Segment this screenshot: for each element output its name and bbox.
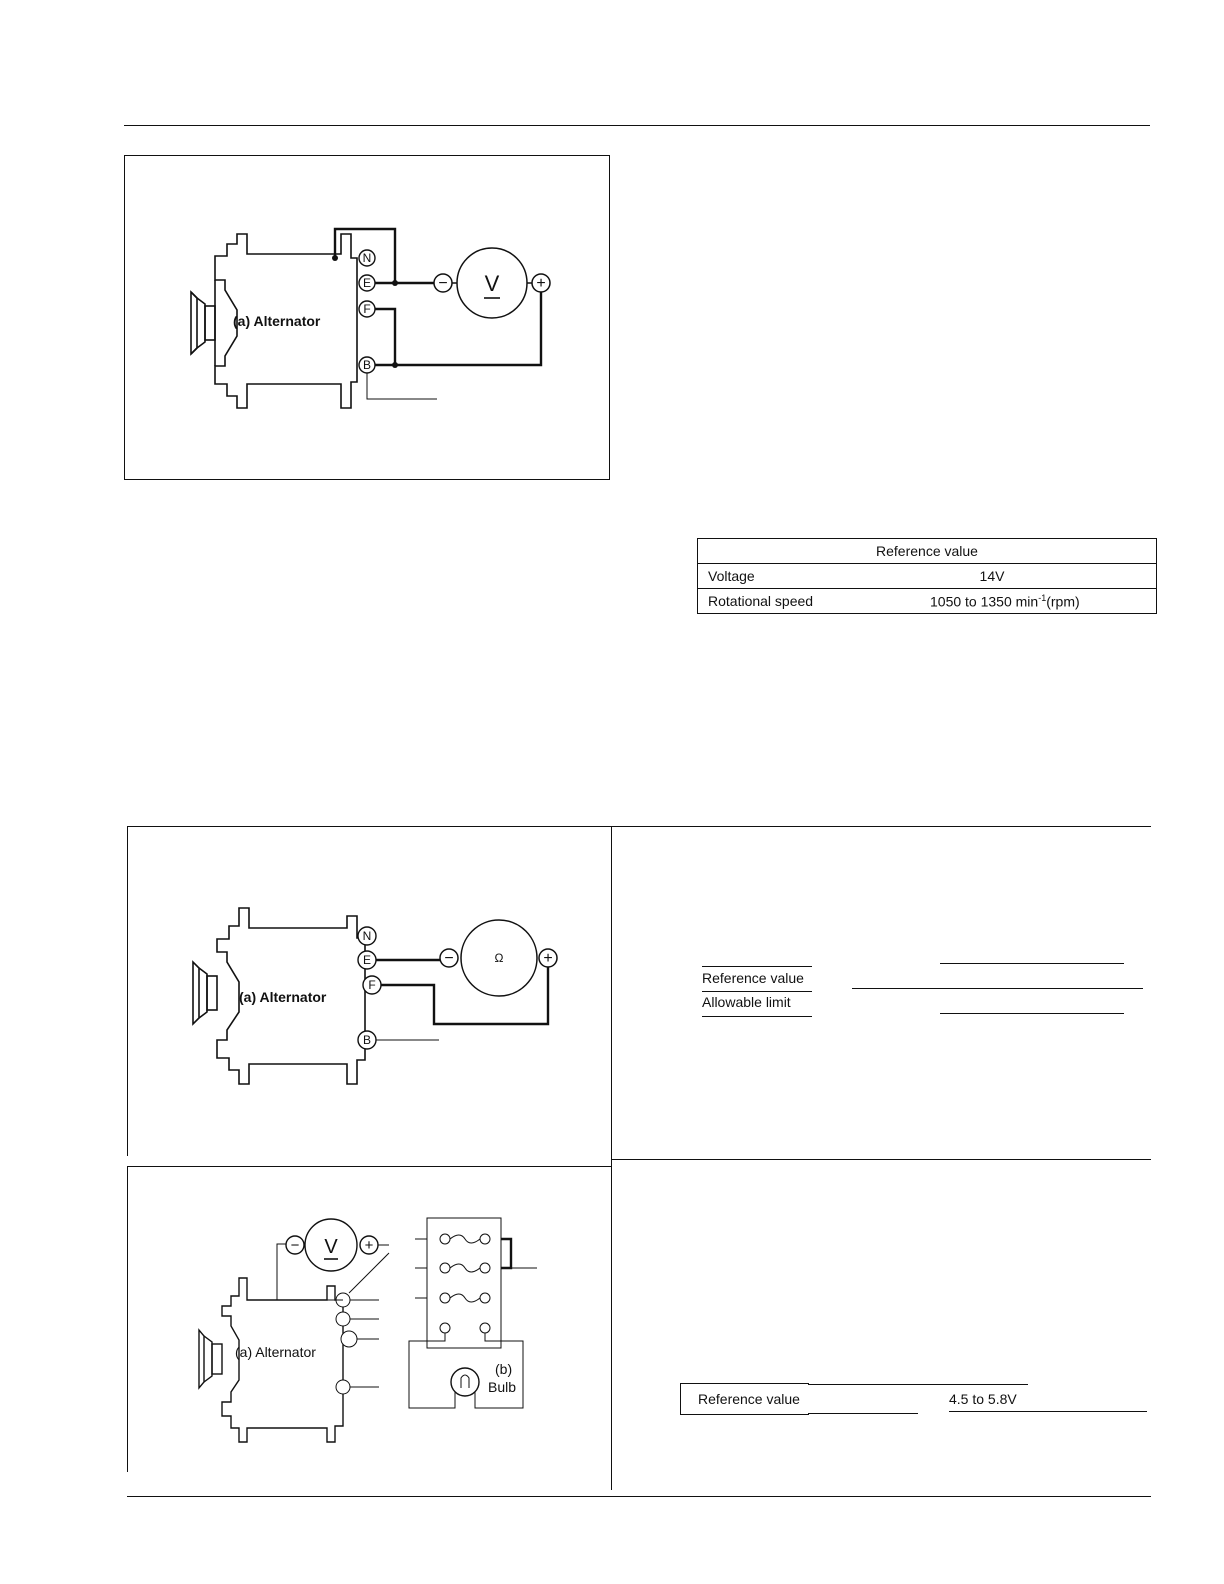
alternator-label: (a) Alternator bbox=[239, 989, 327, 1005]
top-rule bbox=[124, 125, 1150, 126]
section-rule-2 bbox=[612, 1159, 1151, 1160]
pulley-icon bbox=[193, 962, 199, 1024]
spec-rule bbox=[949, 1411, 1147, 1412]
svg-text:F: F bbox=[363, 302, 371, 316]
row-value-voltage: 14V bbox=[878, 564, 1157, 589]
svg-text:+: + bbox=[536, 275, 546, 292]
svg-text:−: − bbox=[290, 1237, 300, 1254]
svg-text:F: F bbox=[368, 978, 376, 992]
reference-value-3: 4.5 to 5.8V bbox=[949, 1391, 1017, 1407]
svg-text:−: − bbox=[438, 275, 448, 292]
svg-text:(b): (b) bbox=[495, 1361, 513, 1377]
alternator-label: (a) Alternator bbox=[233, 313, 321, 329]
figure-3-diagram bbox=[127, 1166, 611, 1486]
svg-text:+: + bbox=[364, 1237, 374, 1254]
figure-1-diagram bbox=[125, 156, 609, 479]
svg-text:V: V bbox=[324, 1236, 338, 1258]
column-divider bbox=[611, 826, 612, 1490]
pulley-icon bbox=[199, 1330, 204, 1388]
reference-value-label: Reference value bbox=[702, 970, 804, 986]
svg-text:Bulb: Bulb bbox=[488, 1379, 517, 1395]
svg-text:N: N bbox=[362, 929, 372, 943]
spec-rule bbox=[852, 988, 1143, 989]
spec-rule bbox=[940, 1013, 1124, 1014]
bulb-icon bbox=[451, 1368, 479, 1396]
svg-text:N: N bbox=[362, 251, 372, 265]
figure-1-box bbox=[124, 155, 610, 480]
row-value-speed: 1050 to 1350 $\min^{-1}(rpm)$ bbox=[878, 589, 1157, 614]
svg-text:Ω: Ω bbox=[494, 951, 504, 965]
table-header: Reference value bbox=[698, 539, 1157, 564]
svg-text:E: E bbox=[362, 276, 372, 290]
reference-value-table bbox=[697, 538, 1157, 614]
alternator-body bbox=[222, 1278, 343, 1442]
spec-rule bbox=[808, 1384, 1028, 1385]
spec-rule bbox=[702, 1016, 812, 1017]
figure-2-diagram bbox=[127, 826, 611, 1156]
svg-text:V: V bbox=[484, 271, 500, 296]
spec-rule bbox=[940, 963, 1124, 964]
spec-rule bbox=[702, 966, 812, 967]
table-row bbox=[698, 589, 1157, 614]
pulley-icon bbox=[191, 292, 197, 354]
spec-rule bbox=[808, 1413, 918, 1414]
row-label-voltage: Voltage bbox=[698, 564, 879, 589]
svg-text:+: + bbox=[543, 950, 553, 967]
row-label-speed: Rotational speed bbox=[698, 589, 879, 614]
table-row bbox=[698, 564, 1157, 589]
spec-rule bbox=[702, 991, 812, 992]
svg-text:B: B bbox=[362, 358, 372, 372]
allowable-limit-label: Allowable limit bbox=[702, 994, 791, 1010]
reference-value-label-3: Reference value bbox=[698, 1391, 800, 1407]
bottom-rule bbox=[127, 1496, 1151, 1497]
svg-text:−: − bbox=[444, 950, 454, 967]
svg-text:B: B bbox=[362, 1033, 372, 1047]
alternator-label: (a) Alternator bbox=[235, 1344, 316, 1360]
svg-text:E: E bbox=[362, 953, 372, 967]
